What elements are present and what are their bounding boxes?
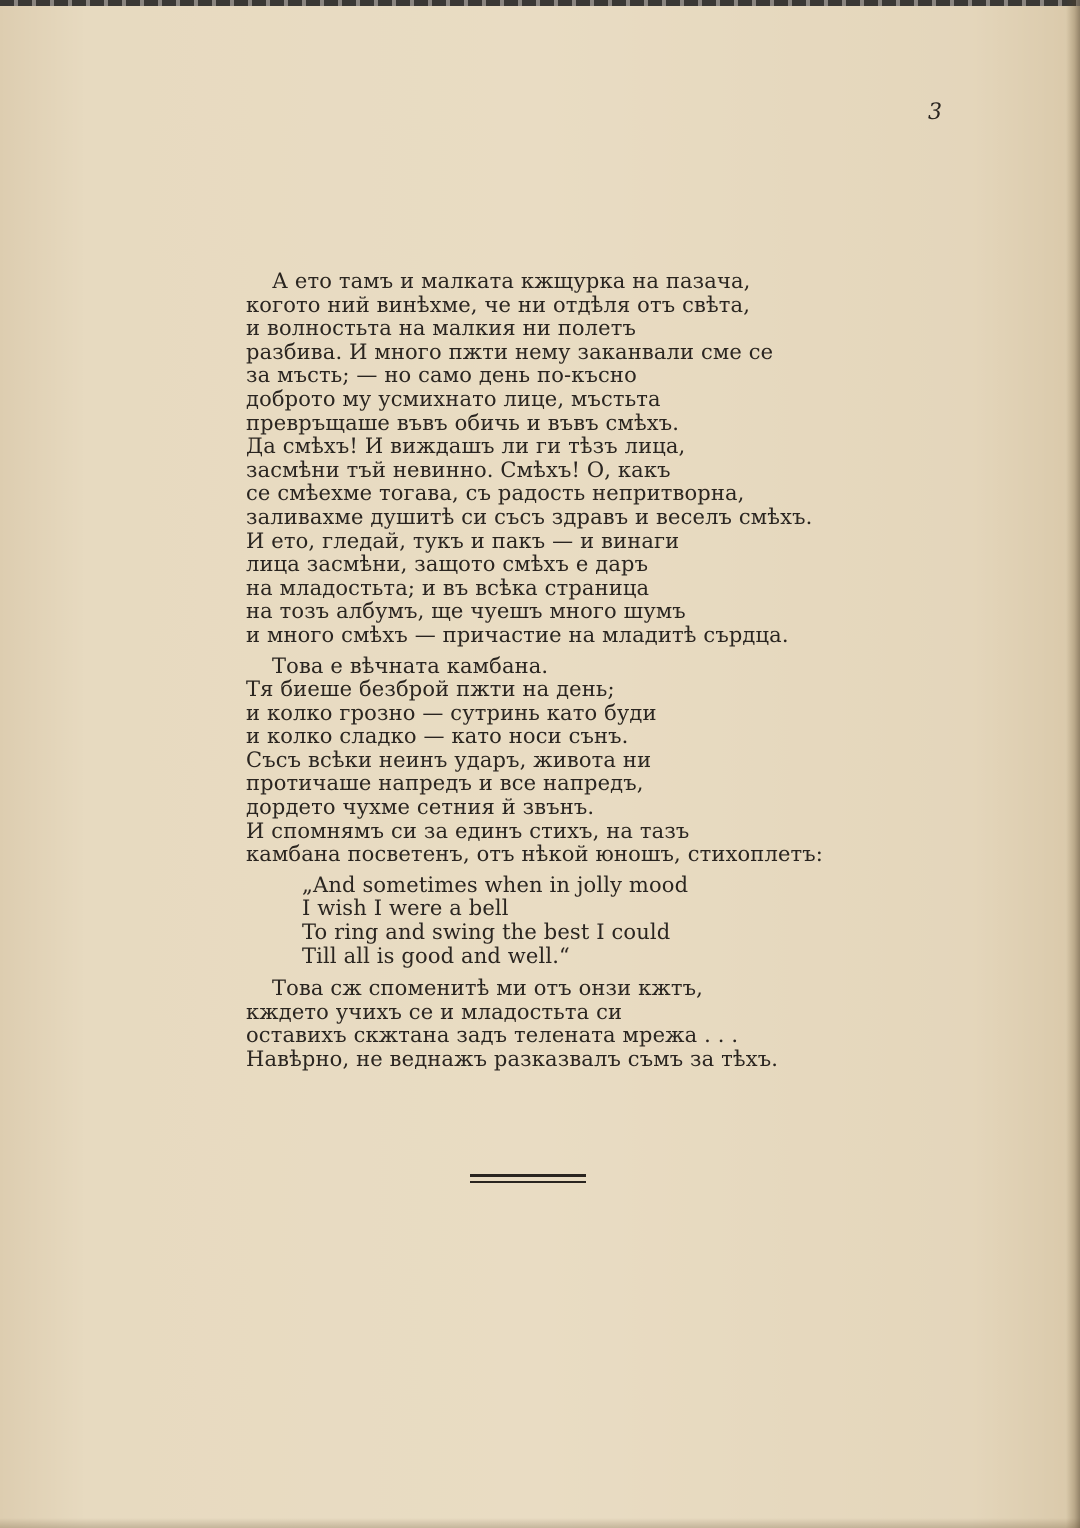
verse-line: „And sometimes when in jolly mood [302, 872, 689, 897]
english-verse [302, 874, 846, 968]
stanza-1 [246, 270, 846, 648]
text-line: А ето тамъ и малката кжщурка на пазача, [272, 269, 751, 293]
divider-bar-bottom [470, 1181, 586, 1183]
text-line: Навѣрно, не веднажъ разказвалъ съмъ за тѣхъ. [246, 1047, 779, 1071]
text-line: се смѣехме тогава, съ радость непритворна, [246, 481, 745, 506]
text-line: разбива. И много пжти нему заканвали сме се [246, 339, 774, 364]
text-line: оставихъ скжтана задъ телената мрежа . . . [246, 1023, 739, 1048]
text-line: на младостьта; и въ всѣка страница [246, 575, 650, 600]
text-line: И спомнямъ си за единъ стихъ, на тазъ [246, 818, 690, 843]
text-line: Това сж споменитѣ ми отъ онзи кжтъ, [272, 976, 703, 1001]
stanza-2 [246, 655, 846, 867]
verse-line: Till all is good and well.“ [302, 943, 570, 968]
text-line: заливахме душитѣ си съсъ здравъ и веселъ смѣхъ. [246, 504, 813, 529]
text-line: Съсъ всѣки неинъ ударъ, живота ни [246, 747, 652, 772]
verse-line: I wish I were a bell [302, 896, 509, 921]
text-line: И ето, гледай, тукъ и пакъ — и винаги [246, 528, 680, 553]
stanza-3 [246, 977, 846, 1071]
text-block [246, 270, 846, 1079]
text-line: доброто му усмихнато лице, мъстьта [246, 386, 661, 411]
page-bottom-edge [0, 1518, 1080, 1528]
text-line: за мъсть; — но само день по-късно [246, 363, 637, 388]
page-top-edge [0, 0, 1080, 6]
verse-line: To ring and swing the best I could [302, 920, 671, 945]
text-line: и волностьта на малкия ни полетъ [246, 316, 637, 341]
page-right-edge [1066, 0, 1080, 1528]
text-line: превръщаше въвъ обичь и въвъ смѣхъ. [246, 410, 680, 435]
text-line: и колко сладко — като носи сънъ. [246, 724, 629, 749]
text-line: дордето чухме сетния й звънъ. [246, 795, 595, 820]
text-line: и много смѣхъ — причастие на младитѣ сърдца. [246, 622, 789, 647]
text-line: Това е вѣчната камбана. [272, 653, 549, 678]
text-line: на тозъ албумъ, ще чуешъ много шумъ [246, 599, 686, 624]
text-line: засмѣни тъй невинно. Смѣхъ! О, какъ [246, 457, 671, 482]
text-line: когото ний винѣхме, че ни отдѣля отъ свѣта, [246, 292, 751, 317]
text-line: Тя биеше безброй пжти на день; [246, 677, 615, 702]
text-line: Да смѣхъ! И виждашъ ли ги тѣзъ лица, [246, 434, 686, 459]
section-divider [470, 1174, 586, 1186]
text-line: протичаше напредъ и все напредъ, [246, 771, 644, 796]
page-number: 3 [928, 100, 942, 125]
text-line: лица засмѣни, защото смѣхъ е даръ [246, 552, 649, 577]
text-line: кждето учихъ се и младостьта си [246, 999, 623, 1024]
text-line: и колко грозно — сутринь като буди [246, 700, 657, 725]
text-line: камбана посветенъ, отъ нѣкой юношъ, стихоплетъ: [246, 842, 824, 867]
divider-bar-top [470, 1174, 586, 1177]
